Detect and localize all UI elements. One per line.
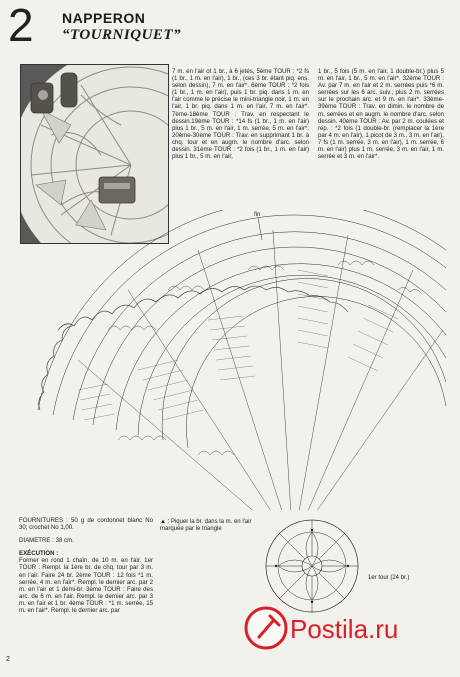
triangle-legend: ▲ : Piquer la br. dans la m. en l'air marquée par le triangle — [160, 519, 252, 532]
execution-text: Former en rond 1 chaîn. de 10 m. en l'air. 1er TOUR : Rempl. la 1ère br. de chq. tour par 3 m. en l'air. Faire 24 br. 2ème TOUR : 12 fois *1 m. serrée, 4 m. en l'air*. Rempl. le dernier arc. par 2 m. en l'air et 1 demi-br. 3ème TOUR : Faire des arc. de 6 m. en l'air. Rempl. le dernier arc. par 3 m. en l'air et 1 br. 4ème TOUR : *1 m. serrée, 15 m. en l'air*. Rempl. le dernier arc. par — [19, 557, 153, 615]
materials-text: FOURNITURES : 50 g de cordonnet blanc No 30; crochet No 1,00. — [19, 517, 153, 532]
label-fin: fin — [254, 212, 261, 218]
instructions-column-1: 7 m. en l'air ot 1 br., à 6 jetés, 5ème TOUR : *2 fs (1 br., 1 m. en l'air), 1 br., (ces 3 br. étant piq. ens. selon dessin), 7 m. en l'air*. 6ème TOUR : *2 fois (1 br., 1 m. en l'air), puis 1 br. piq. dans 1 m. en l'air comme le précise le mini-triangle noir, 1 m. en l'air, 1 br. piq. dans 1 m. en l'air, 7 m. en l'air*. 7ème-18ème TOUR : Trav. en respectant le dessin.19ème TOUR : *14 fs (1 br., 1 m. en l'air) plus 1 br., 5 m. en l'air, 1 m. serrée, 5 m. en l'air*. 20ème-30ème TOUR : Trav. en supprimant 1 br. à chq. tour et en augm. le nombre d'arc. selon dessin. 31ème TOUR : *2 fois (1 br., 1 m. en l'air) plus 1 br., 5 m. en l'air, — [172, 68, 309, 161]
page-number: 2 — [6, 656, 10, 663]
pattern-subtitle: “TOURNIQUET” — [62, 27, 182, 43]
postila-logo — [240, 604, 445, 656]
crochet-chart-diagram — [18, 210, 450, 510]
pattern-number: 2 — [8, 0, 34, 51]
execution-title: EXÉCUTION : — [19, 550, 59, 558]
pattern-title: NAPPERON — [62, 10, 146, 26]
postila-logo-text: Postila.ru — [290, 614, 399, 644]
first-round-legend: 1er tour (24 br.) — [368, 575, 410, 581]
diameter-text: DIAMETRE : 38 cm. — [19, 537, 74, 545]
doily-centre-diagram — [262, 516, 362, 616]
instructions-column-3 — [19, 517, 153, 663]
instructions-column-2: 1 br., 5 fois (5 m. en l'air, 1 double-br.) plus 5 m. en l'air, 1 br., 5 m. en l'air*. 32ème TOUR : Av. par 7 m. en l'air et 2 m. serrées puis *6 m. serrées sur les 6 arc. suiv., plus 2 m. serrées sur le prochain arc. et 9 m. en l'air*. 33ème-39ème TOUR : Trav. en dimin. le nombre de m. serrées et en augm. le nombre d'arc. selon dessin. 40ème TOUR : Av. par 2 m. coulées et rép. : *2 fois (1 double-br. (remplacer la 1ère par 4 m. en l'air), 1 picot de 3 m., 3 m. en l'air), 7 fs (1 m. serrée, 3 m. en l'air), 1 m. serrée, 6 m. en l'air) plus 1 m. serrée, 3 m. en l'air, 1 m. serrée et 3 m. en l'air*. — [318, 68, 444, 161]
